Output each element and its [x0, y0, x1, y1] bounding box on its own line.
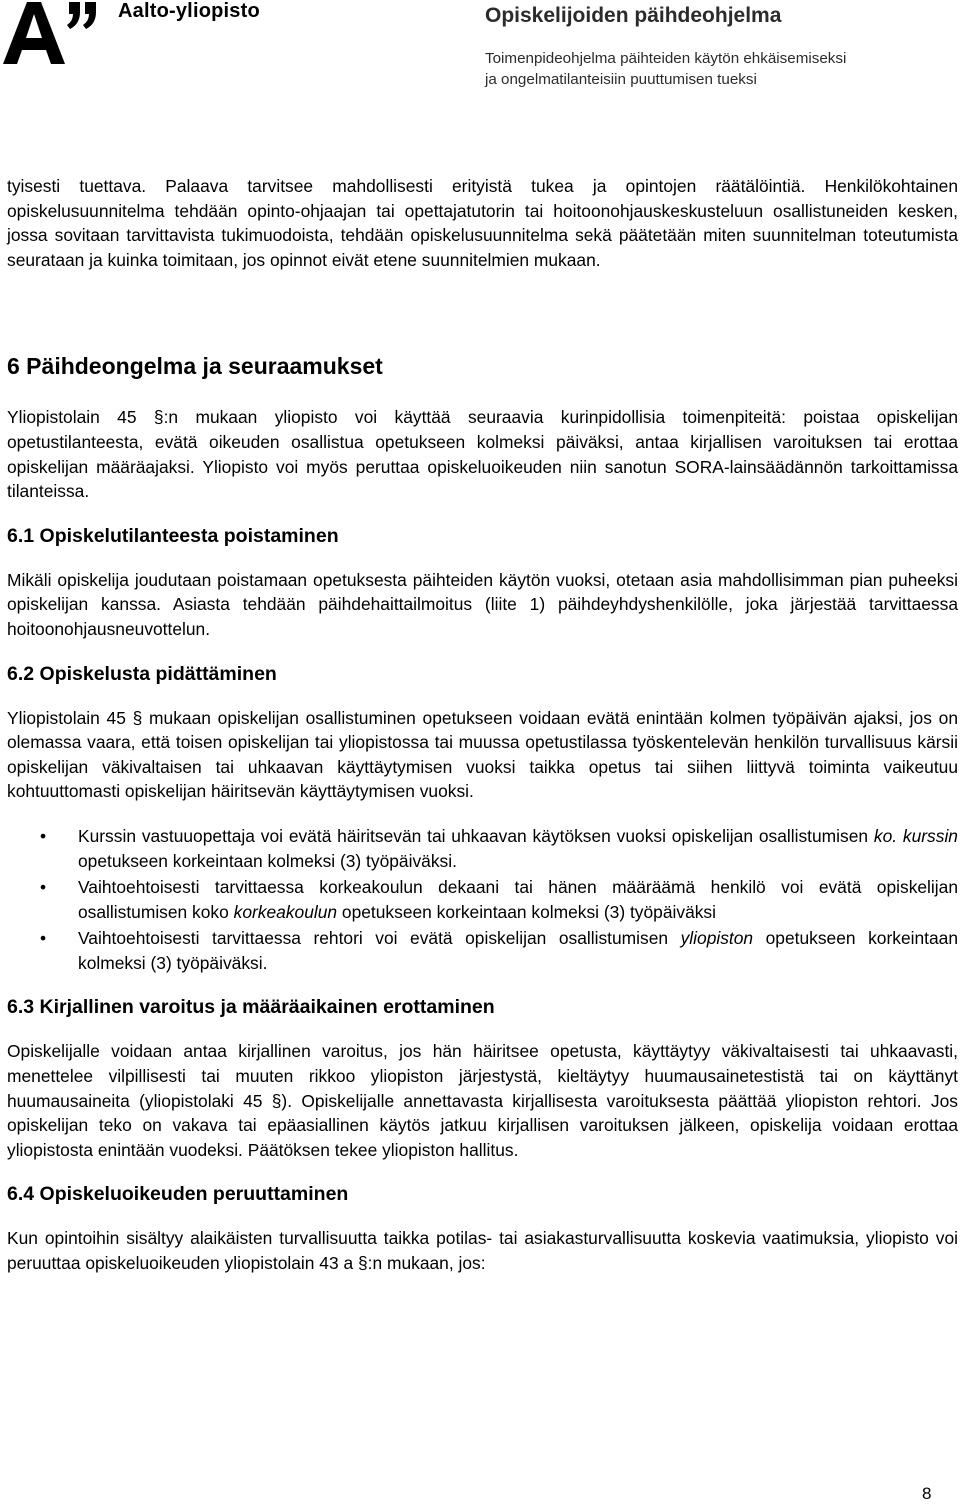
university-name: Aalto-yliopisto — [118, 0, 260, 22]
page-number: 8 — [922, 1484, 932, 1503]
section-6-4-paragraph: Kun opintoihin sisältyy alaikäisten turvallisuutta taikka potilas- tai asiakasturvallisuutta koskevia vaatimuksia, yliopisto voi peruuttaa opiskeluoikeuden yliopistolain 43 a §:n mukaan, jos: — [7, 1228, 958, 1274]
list-item: • Vaihtoehtoisesti tarvittaessa korkeakoulun dekaani tai hänen määräämä henkilö voi evätä opiskelijan osallistumisen koko korkeakoulun opetukseen korkeintaan kolmeksi (3) työpäiväksi — [40, 877, 958, 922]
section-6-4-heading: 6.4 Opiskeluoikeuden peruuttaminen — [7, 1183, 349, 1206]
document-body — [7, 174, 958, 1276]
section-6-3-paragraph: Opiskelijalle voidaan antaa kirjallinen varoitus, jos hän häiritsee opetusta, käyttäytyy väkivaltaisesti tai uhkaavasti, menettelee vilpillisesti tai muuten rikkoo yliopiston järjestystä, kieltäytyy huumausainetestistä tai on käyttänyt huumausaineita (yliopistolaki 45 §). Opiskelijalle annettavasta kirjallisesta varoituksesta päättää yliopiston rehtori. Jos opiskelijan teko on vakava tai epäasiallinen käytös jatkuu kirjallisen varoituksen jälkeen, opiskelija voidaan erottaa yliopistosta enintään vuodeksi. Päätöksen tekee yliopiston hallitus. — [7, 1041, 958, 1160]
section-6-2-bullet-list — [7, 824, 958, 976]
document-subtitle-line-2: ja ongelmatilanteisiin puuttumisen tueksi — [485, 71, 757, 88]
list-item: • Kurssin vastuuopettaja voi evätä häiritsevän tai uhkaavan käytöksen vuoksi opiskelijan osallistumisen ko. kurssin opetukseen korkeintaan kolmeksi (3) työpäiväksi. — [40, 825, 958, 871]
section-6-3-heading: 6.3 Kirjallinen varoitus ja määräaikainen erottaminen — [7, 996, 495, 1019]
document-title: Opiskelijoiden päihdeohjelma — [485, 4, 782, 27]
section-6-2-heading: 6.2 Opiskelusta pidättäminen — [7, 662, 277, 685]
section-6-2-paragraph: Yliopistolain 45 § mukaan opiskelijan osallistuminen opetukseen voidaan evätä enintään kolmen työpäivän ajaksi, jos on olemassa vaara, että toisen opiskelijan tai yliopistossa tai muussa opetustilassa työskentelevän henkilön turvallisuus kärsii opiskelijan väkivaltaisen tai uhkaavan käyttäytymisen vuoksi taikka opetus tai siihen liittyvä toiminta vaikeutuu kohtuuttomasti opiskelijan häiritsevän käyttäytymisen vuoksi. — [7, 707, 958, 802]
section-6-paragraph: Yliopistolain 45 §:n mukaan yliopisto voi käyttää seuraavia kurinpidollisia toimenpiteitä: poistaa opiskelijan opetustilanteesta, evätä oikeuden osallistua opetukseen kolmeksi päiväksi, antaa kirjallisen varoituksen tai erottaa opiskelijan määräajaksi. Yliopisto voi myös peruttaa opiskeluoikeuden niin sanotun SORA-lainsäädännön tarkoittamissa tilanteissa. — [7, 407, 958, 502]
document-subtitle-line-1: Toimenpideohjelma päihteiden käytön ehkäisemiseksi — [485, 50, 847, 67]
bullet-icon: • — [40, 928, 47, 949]
section-6-1-paragraph: Mikäli opiskelija joudutaan poistamaan opetuksesta päihteiden käytön vuoksi, otetaan asia mahdollisimman pian puheeksi opiskelijan kanssa. Asiasta tehdään päihdehaittailmoitus (liite 1) päihdeyhdyshenkilölle, joka järjestää tarvittaessa hoitoonohjausneuvottelun. — [7, 569, 958, 639]
list-item: • Vaihtoehtoisesti tarvittaessa rehtori voi evätä opiskelijan osallistumisen yliopiston opetukseen korkeintaan kolmeksi (3) työpäiväksi. — [40, 928, 958, 973]
section-6-1-heading: 6.1 Opiskelutilanteesta poistaminen — [7, 524, 339, 547]
bullet-icon: • — [40, 877, 47, 898]
aalto-logo — [3, 2, 103, 66]
section-6-heading: 6 Päihdeongelma ja seuraamukset — [7, 353, 383, 380]
intro-paragraph: tyisesti tuettava. Palaava tarvitsee mahdollisesti erityistä tukea ja opintojen räätälöintiä. Henkilökohtainen opiskelusuunnitelma tehdään opinto-ohjaajan tai opettajatutorin tai hoitoonohjauskeskusteluun osallistuneiden kesken, jossa sovitaan tarvittavista tukimuodoista, tehdään opiskelusuunnitelma sekä päätetään miten suunnitelman toteutumista seurataan ja kuinka toimitaan, jos opinnot eivät etene suunnitelmien mukaan. — [7, 176, 958, 270]
bullet-icon: • — [40, 825, 47, 846]
page-header — [0, 0, 960, 88]
